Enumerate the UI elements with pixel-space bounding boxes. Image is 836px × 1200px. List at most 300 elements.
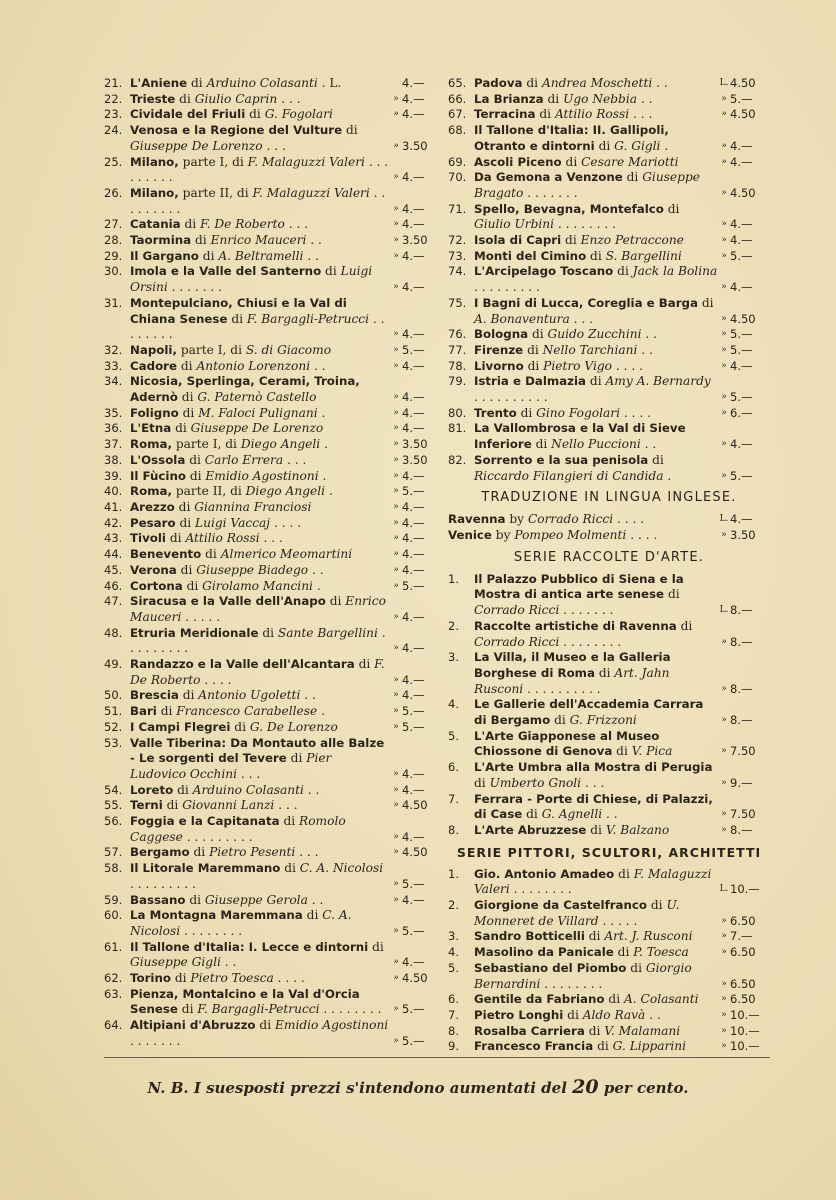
entry-description (448, 512, 718, 528)
entry-author: G. Frizzoni (569, 713, 637, 728)
catalogue-entry (104, 579, 442, 595)
entry-leader: . . (310, 233, 322, 248)
entry-number: 81. (448, 421, 467, 436)
entry-connector: di (306, 908, 319, 923)
entry-author: F. Malaguzzi Valeri (252, 185, 370, 200)
entry-price: 5.— (730, 468, 753, 483)
entry-leader: . (667, 468, 672, 483)
entry-number: 48. (104, 625, 123, 640)
entry-price: 8.— (730, 822, 753, 837)
entry-title: L'Arte Abruzzese (474, 822, 587, 837)
entry-title: Etruria Meridionale (130, 625, 259, 640)
entry-title: Trento (474, 405, 517, 420)
entry-price-mark: » (393, 329, 399, 340)
entry-number: 69. (448, 154, 467, 169)
entry-description (130, 437, 390, 453)
entry-number: 49. (104, 657, 123, 672)
entry-description (130, 563, 390, 579)
entry-leader: . . . . . . . (527, 185, 578, 200)
catalogue-entry (104, 845, 442, 861)
entry-number: 71. (448, 201, 467, 216)
catalogue-entry (448, 945, 770, 961)
entry-price: 8.— (730, 603, 753, 618)
entry-title: Gentile da Fabriano (474, 992, 605, 1007)
entry-author: Giuseppe De Lorenzo (190, 421, 324, 436)
entry-number: 51. (104, 704, 123, 719)
entry-leader: . . . . . . . . (130, 311, 385, 342)
entry-number: 45. (104, 562, 123, 577)
entry-leader: . . (645, 327, 657, 342)
entry-number: 6. (448, 992, 459, 1007)
entry-author: Luigi Orsini (130, 264, 373, 295)
entry-number: 4. (448, 697, 459, 712)
entry-description (130, 1018, 390, 1049)
catalogue-entry (448, 406, 770, 422)
entry-author: Attilio Rossi (185, 531, 260, 546)
catalogue-entry (448, 961, 770, 992)
entry-number: 2. (448, 618, 459, 633)
catalogue-entry (448, 823, 770, 839)
heading-raccolte: SERIE RACCOLTE D'ARTE. (513, 549, 705, 565)
catalogue-entry (104, 92, 442, 108)
note-tail: per cento. (603, 1079, 689, 1097)
entry-author: Guido Zucchini (547, 327, 642, 342)
entry-price: 4.— (402, 641, 425, 656)
catalogue-entry (448, 327, 770, 343)
entry-author: Amy A. Bernardy (605, 374, 711, 389)
entry-leader: . . . . (630, 527, 658, 542)
entry-price-mark: » (721, 683, 727, 694)
entry-title: Terracina (474, 107, 536, 122)
entry-title: Sebastiano del Piombo (474, 960, 627, 975)
entry-description (130, 814, 390, 845)
entry-title: L'Arcipelago Toscano (474, 264, 614, 279)
entry-description (474, 697, 718, 728)
entry-price: 5.— (402, 1002, 425, 1017)
entry-price: 4.— (402, 672, 425, 687)
entry-leader: . . . . . . . . (557, 217, 617, 232)
entry-price-mark: » (721, 235, 727, 246)
entry-description (448, 528, 718, 544)
entry-connector: di (589, 374, 602, 389)
entry-price-mark: » (721, 219, 727, 230)
entry-price-mark: » (721, 915, 727, 926)
entry-number: 38. (104, 452, 123, 467)
entry-connector: di (588, 929, 601, 944)
entry-price: 4.— (402, 562, 425, 577)
entry-leader: . . . . . (185, 609, 221, 624)
entry-connector: di (590, 248, 602, 263)
entry-price-mark: » (393, 706, 399, 717)
entry-price: 4.— (402, 327, 425, 342)
entry-description (130, 987, 390, 1018)
entry-description (474, 729, 718, 760)
entry-leader: . . . . . . . . . (186, 829, 253, 844)
entry-title: Montepulciano, Chiusi e la Val di Chiana Senese (130, 295, 347, 326)
entry-description (130, 359, 390, 375)
entry-price-mark: » (721, 360, 727, 371)
catalogue-entry (104, 594, 442, 625)
entry-price: 10.— (730, 1039, 760, 1054)
entry-price: 3.50 (402, 138, 428, 153)
catalogue-entry (104, 688, 442, 704)
catalogue-entry (104, 469, 442, 485)
catalogue-entry (104, 736, 442, 783)
entry-price: 9.— (730, 775, 753, 790)
right-column (448, 76, 770, 1055)
catalogue-entry (448, 374, 770, 405)
entry-title: Verona (130, 562, 177, 577)
entry-price: 4.— (402, 468, 425, 483)
entry-price-mark: » (721, 1009, 727, 1020)
entry-leader: . . . (266, 138, 286, 153)
entry-price-mark: » (721, 470, 727, 481)
catalogue-entry (104, 421, 442, 437)
entry-author: S. di Giacomo (245, 342, 332, 357)
entry-price: 3.50 (402, 233, 428, 248)
entry-title: Venice (448, 527, 492, 542)
entry-number: 41. (104, 499, 123, 514)
entry-number: 68. (448, 123, 467, 138)
entry-description (130, 484, 390, 500)
entry-connector: di (667, 201, 680, 216)
entry-price: 4.— (402, 782, 425, 797)
entry-number: 35. (104, 405, 123, 420)
entry-description (474, 760, 718, 791)
entry-leader: . . . . . . . (563, 603, 614, 618)
entry-price-mark: » (393, 250, 399, 261)
entry-connector: di (169, 531, 182, 546)
entry-leader: . . . . . . . (130, 1033, 181, 1048)
entry-leader: . . . (240, 766, 261, 781)
entry-description (474, 76, 718, 92)
entry-description (130, 76, 390, 92)
entry-author: S. Bargellini (605, 248, 682, 263)
catalogue-entry (448, 249, 770, 265)
entry-leader: . (324, 437, 328, 452)
entry-price-mark: » (721, 93, 727, 104)
entry-author: Riccardo Filangieri di Candida (474, 468, 664, 483)
entry-number: 6. (448, 760, 459, 775)
entry-price-mark: » (393, 847, 399, 858)
entry-description (130, 107, 390, 123)
entry-leader: . . . . (204, 672, 232, 687)
entry-description (130, 217, 390, 233)
entry-description (130, 704, 390, 720)
entry-price: 5.— (402, 704, 425, 719)
entry-price-mark: » (393, 831, 399, 842)
entry-author: Nello Puccioni (551, 437, 641, 452)
entry-price: 4.— (402, 217, 425, 232)
catalogue-entry (104, 107, 442, 123)
entry-number: 1. (448, 571, 459, 586)
entry-description (130, 657, 390, 688)
entry-connector: di (189, 452, 201, 467)
catalogue-entry (448, 729, 770, 760)
catalogue-entry (448, 421, 770, 452)
entry-connector: di (202, 248, 215, 263)
entry-number: 72. (448, 233, 467, 248)
entry-leader: . . (649, 1007, 661, 1022)
entry-description (474, 961, 718, 992)
entry-title: Le Gallerie dell'Accademia Carrara di Bergamo (474, 697, 704, 728)
entry-price: 6.50 (730, 945, 756, 960)
entry-connector: di (179, 515, 192, 530)
catalogue-entry (104, 123, 442, 154)
entry-connector: di (539, 107, 552, 122)
entry-description (130, 374, 390, 405)
catalogue-entry (448, 76, 770, 92)
entry-description (130, 233, 390, 249)
entry-author: Giulio Caprin (194, 91, 278, 106)
entry-number: 62. (104, 971, 123, 986)
entry-connector: di (193, 845, 206, 860)
entry-price-mark: » (721, 313, 727, 324)
entry-author: Corrado Ricci (474, 634, 560, 649)
entry-description (130, 421, 390, 437)
entry-leader: . . (307, 782, 320, 797)
entry-price: 5.— (402, 342, 425, 357)
entry-number: 44. (104, 547, 123, 562)
entry-author: Enrico Mauceri (210, 233, 307, 248)
entry-number: 9. (448, 1039, 459, 1054)
entry-author: Giuseppe De Lorenzo (130, 138, 263, 153)
entry-description (474, 823, 718, 839)
entry-author: Gino Fogolari (536, 405, 621, 420)
entry-connector: di (650, 898, 663, 913)
entry-connector: di (190, 76, 203, 90)
entry-leader: . . . (288, 217, 309, 232)
catalogue-entry (448, 233, 770, 249)
entry-leader: . . (304, 688, 316, 703)
entry-connector: di (598, 138, 611, 153)
entry-description (474, 170, 718, 201)
entry-price-mark: » (721, 407, 727, 418)
entry-number: 47. (104, 594, 123, 609)
entry-title: Il Tallone d'Italia: I. Lecce e dintorni (130, 939, 369, 954)
entry-description (130, 736, 390, 783)
entry-number: 82. (448, 452, 467, 467)
entry-number: 46. (104, 578, 123, 593)
entry-description (130, 453, 390, 469)
entry-price: 5.— (402, 876, 425, 891)
entry-description (474, 202, 718, 233)
entry-leader: . . (314, 358, 326, 373)
entry-price: 4.— (402, 280, 425, 295)
catalogue-entry (104, 249, 442, 265)
entry-connector: parte II, di (182, 185, 249, 200)
entry-connector: di (535, 437, 548, 452)
entry-title: Monti del Cimino (474, 248, 587, 263)
entry-price-mark: » (393, 564, 399, 575)
entry-price: 5.— (402, 1033, 425, 1048)
entry-price-mark: » (721, 746, 727, 757)
entry-leader: . . . (573, 311, 593, 326)
entry-price: 4.— (402, 107, 425, 122)
entry-price: 8.— (730, 713, 753, 728)
entry-connector: di (618, 866, 630, 881)
entry-price-mark: » (393, 894, 399, 905)
entry-price-mark: » (393, 957, 399, 968)
entry-price: 10.— (730, 882, 760, 897)
entry-price: 4.50 (730, 311, 756, 326)
entry-connector: di (527, 342, 539, 357)
catalogue-entry (104, 374, 442, 405)
entry-description (130, 469, 390, 485)
entry-number: 75. (448, 295, 467, 310)
entry-description (130, 971, 390, 987)
entry-price-mark: » (393, 172, 399, 183)
catalogue-entry (104, 908, 442, 939)
entry-number: 31. (104, 295, 123, 310)
entry-author: Pier Ludovico Occhini (130, 751, 332, 781)
entry-price-mark: » (393, 580, 399, 591)
entry-title: Masolino da Panicale (474, 945, 614, 960)
entry-title: Da Gemona a Venzone (474, 170, 623, 185)
entry-description (474, 296, 718, 327)
entry-author: Giuseppe Biadego (196, 562, 309, 577)
entry-description (474, 359, 718, 375)
catalogue-entry (104, 516, 442, 532)
entry-price: 4.— (402, 201, 425, 216)
entry-description (130, 406, 390, 422)
entry-connector: di (182, 688, 195, 703)
entry-description (130, 861, 390, 892)
entry-author: Art. Jahn Rusconi (474, 665, 670, 696)
entry-connector: di (166, 798, 179, 813)
entry-author: C. A. Nicolosi (130, 908, 352, 938)
entry-price: 4.— (730, 358, 753, 373)
entry-author: Giannina Franciosi (194, 499, 312, 514)
entry-author: F. Bargagli-Petrucci (197, 1002, 320, 1017)
catalogue-entry (448, 92, 770, 108)
entry-number: 24. (104, 123, 123, 138)
catalogue-entry (104, 704, 442, 720)
entry-number: 7. (448, 791, 459, 806)
catalogue-entry (104, 76, 442, 92)
entry-description (130, 893, 390, 909)
entry-price: 3.50 (402, 452, 428, 467)
entry-description (130, 626, 390, 657)
entry-number: 8. (448, 822, 459, 837)
entry-connector: di (234, 719, 246, 734)
entry-author: Giuseppe Gerola (204, 892, 308, 907)
entry-description (474, 343, 718, 359)
entry-price: 5.— (402, 484, 425, 499)
entry-leader: . . . . . . . . . (130, 185, 386, 216)
entry-description (130, 516, 390, 532)
entry-connector: di (205, 547, 217, 562)
entry-description (474, 421, 718, 452)
entry-title: Napoli, (130, 342, 177, 357)
entry-title: Ravenna (448, 512, 506, 527)
entry-title: Bari (130, 704, 157, 719)
entry-connector: di (617, 945, 630, 960)
entry-price-mark: » (393, 690, 399, 701)
entry-number: 28. (104, 233, 123, 248)
entry-description (130, 720, 390, 736)
entry-title: Pesaro (130, 515, 176, 530)
entry-description (474, 264, 718, 295)
entry-price: 4.— (402, 358, 425, 373)
entry-price: 8.— (730, 634, 753, 649)
entry-title: Sorrento e la sua penisola (474, 452, 649, 467)
entry-connector: di (598, 665, 611, 680)
entry-price: 7.— (730, 929, 753, 944)
entry-price: 4.— (402, 609, 425, 624)
entry-number: 42. (104, 515, 123, 530)
entry-title: Il Litorale Maremmano (130, 861, 281, 876)
entry-number: 34. (104, 374, 123, 389)
entry-leader: . . . (633, 107, 653, 122)
entry-price-mark: L. (719, 884, 729, 895)
entry-author: F. De Roberto (200, 217, 285, 232)
entry-connector: by (495, 527, 511, 542)
entry-number: 27. (104, 217, 123, 232)
entry-connector: di (680, 618, 693, 633)
catalogue-entry (448, 528, 770, 544)
entry-number: 30. (104, 264, 123, 279)
entry-price-mark: » (393, 721, 399, 732)
entry-leader: . . . . . . . . . . (474, 390, 548, 405)
entry-title: Foligno (130, 405, 179, 420)
entry-title: Catania (130, 217, 181, 232)
entry-title: Cadore (130, 358, 177, 373)
entry-price: 6.50 (730, 976, 756, 991)
entry-number: 79. (448, 374, 467, 389)
entry-title: Brescia (130, 688, 179, 703)
entry-description (474, 233, 718, 249)
entry-price: 5.— (730, 342, 753, 357)
entry-number: 1. (448, 866, 459, 881)
entry-price: 5.— (402, 578, 425, 593)
catalogue-entry (104, 155, 442, 186)
entry-leader: . . . . . . . . . . (527, 681, 601, 696)
entry-title: Bassano (130, 892, 186, 907)
entry-author: Sante Bargellini (277, 625, 378, 640)
entry-description (474, 1024, 718, 1040)
entry-price: 4.— (402, 248, 425, 263)
entry-title: Terni (130, 798, 163, 813)
entry-leader: . . (224, 955, 237, 970)
catalogue-entry (104, 406, 442, 422)
entry-author: F. De Roberto (130, 657, 385, 687)
entry-price: 5.— (730, 91, 753, 106)
catalogue-entry (448, 512, 770, 528)
entry-price-mark: » (721, 529, 727, 540)
entry-number: 33. (104, 358, 123, 373)
entry-title: La Vallombrosa e la Val di Sieve Inferiore (474, 421, 686, 452)
entry-author: Andrea Moschetti (541, 76, 653, 90)
catalogue-entry (104, 531, 442, 547)
entry-price: 4.— (402, 421, 425, 436)
entry-title: Isola di Capri (474, 233, 562, 248)
entry-title: Livorno (474, 358, 524, 373)
entry-price: 4.— (402, 547, 425, 562)
entry-price-mark: » (721, 156, 727, 167)
entry-number: 7. (448, 1007, 459, 1022)
entry-leader: . . (311, 892, 324, 907)
entry-number: 66. (448, 91, 467, 106)
entry-title: Firenze (474, 342, 524, 357)
entry-connector: parte II, di (175, 484, 242, 499)
entry-price: 5.— (730, 327, 753, 342)
entry-price: 4.— (402, 170, 425, 185)
catalogue-entry (104, 500, 442, 516)
entry-price: 5.— (402, 923, 425, 938)
entry-number: 25. (104, 154, 123, 169)
raccolte-list (448, 572, 770, 839)
